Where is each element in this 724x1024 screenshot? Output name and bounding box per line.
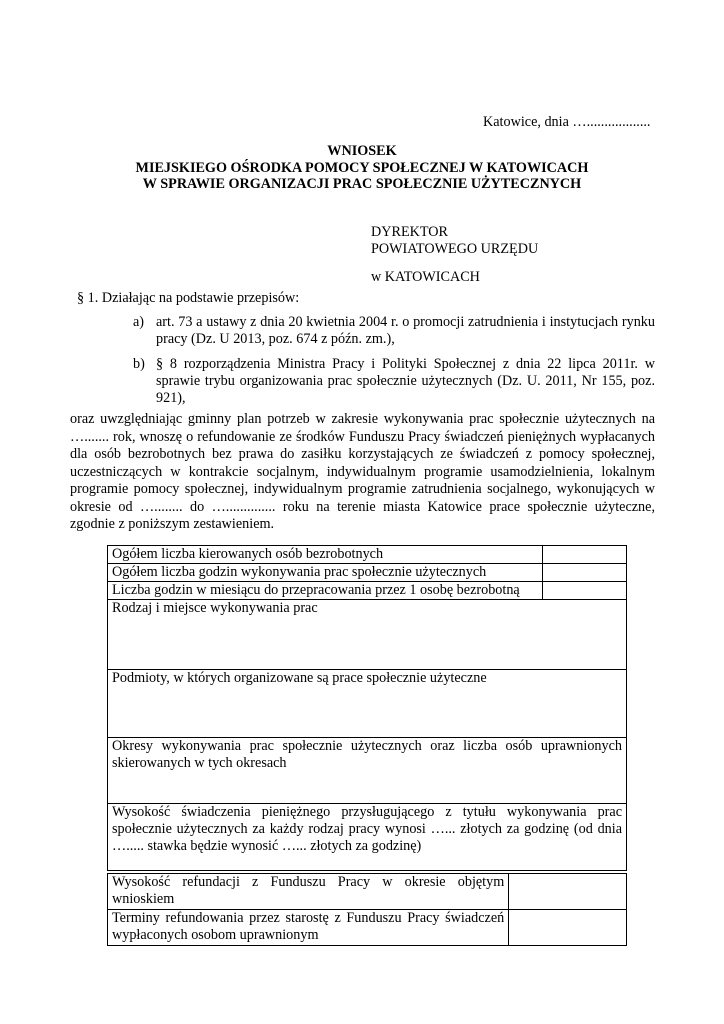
title-line-3: W SPRAWIE ORGANIZACJI PRAC SPOŁECZNIE UŻYTECZNYCH	[142, 176, 582, 192]
table-row	[108, 804, 627, 871]
table-wide-cell[interactable]: Wysokość świadczenia pieniężnego przysługującego z tytułu wykonywania prac społecznie użytecznych za każdy rodzaj pracy wynosi …... złotych za godzinę (od dnia …..... stawka będzie wynosić …... złotych za godzinę)	[108, 804, 627, 871]
place-date: Katowice, dnia …..................	[483, 114, 651, 130]
table-label-cell: Wysokość refundacji z Funduszu Pracy w okresie objętym wnioskiem	[108, 874, 509, 910]
legal-basis-item-b	[133, 356, 655, 407]
list-text: § 8 rozporządzenia Ministra Pracy i Polityki Społecznej z dnia 22 lipca 2011r. w sprawie trybu organizowania prac społecznie użytecznych (Dz. U. 2011, Nr 155, poz. 921),	[156, 356, 655, 406]
title-line-1: WNIOSEK	[327, 143, 397, 159]
document-title	[70, 143, 654, 193]
table-label-cell: Terminy refundowania przez starostę z Funduszu Pracy świadczeń wypłaconych osobom uprawnionym	[108, 910, 509, 946]
table-wide-cell[interactable]: Rodzaj i miejsce wykonywania prac	[108, 600, 627, 670]
list-label: a)	[133, 314, 145, 330]
refund-table	[107, 873, 627, 946]
table-label-cell: Ogółem liczba godzin wykonywania prac społecznie użytecznych	[108, 564, 543, 582]
table-label-cell: Ogółem liczba kierowanych osób bezrobotnych	[108, 546, 543, 564]
table-label-cell: Liczba godzin w miesiącu do przepracowania przez 1 osobę bezrobotną	[108, 582, 543, 600]
recipient-line-2: POWIATOWEGO URZĘDU	[371, 241, 539, 257]
table-row	[108, 670, 627, 738]
recipient-line-1: DYREKTOR	[371, 224, 448, 240]
table-wide-cell[interactable]: Okresy wykonywania prac społecznie użytecznych oraz liczba osób uprawnionych skierowanych w tych okresach	[108, 738, 627, 804]
list-label: b)	[133, 356, 145, 372]
table-value-cell[interactable]	[543, 546, 627, 564]
table-value-cell[interactable]	[543, 582, 627, 600]
table-row	[108, 600, 627, 670]
table-row	[108, 546, 627, 564]
title-line-2: MIEJSKIEGO OŚRODKA POMOCY SPOŁECZNEJ W KATOWICACH	[135, 159, 589, 176]
recipient-block	[371, 224, 538, 286]
table-value-cell[interactable]	[509, 874, 627, 910]
table-value-cell[interactable]	[509, 910, 627, 946]
summary-table	[107, 545, 627, 871]
table-value-cell[interactable]	[543, 564, 627, 582]
main-paragraph: oraz uwzględniając gminny plan potrzeb w zakresie wykonywania prac społecznie użytecznych na …....... rok, wnoszę o refundowanie ze środków Funduszu Pracy świadczeń pieniężnych wypłacanych dla osób bezrobotnych bez prawa do zasiłku korzystających ze świadczeń z pomocy społecznej, uczestniczących w kontrakcie socjalnym, indywidualnym programie usamodzielnienia, lokalnym programie pomocy społecznej, indywidualnym programie zatrudnienia socjalnego, wykonujących w okresie od …........ do ….............. roku na terenie miasta Katowice prace społecznie użyteczne, zgodnie z poniższym zestawieniem.	[70, 411, 655, 532]
list-text: art. 73 a ustawy z dnia 20 kwietnia 2004 r. o promocji zatrudnienia i instytucjach rynku pracy (Dz. U 2013, poz. 674 z późn. zm.),	[156, 314, 655, 347]
table-row	[108, 564, 627, 582]
table-row	[108, 738, 627, 804]
legal-basis-item-a	[133, 314, 655, 348]
recipient-line-3: w KATOWICACH	[371, 269, 480, 285]
table-row	[108, 582, 627, 600]
table-wide-cell[interactable]: Podmioty, w których organizowane są prace społecznie użyteczne	[108, 670, 627, 738]
table-row	[108, 874, 627, 910]
table-row	[108, 910, 627, 946]
section-1-heading: § 1. Działając na podstawie przepisów:	[77, 290, 300, 306]
